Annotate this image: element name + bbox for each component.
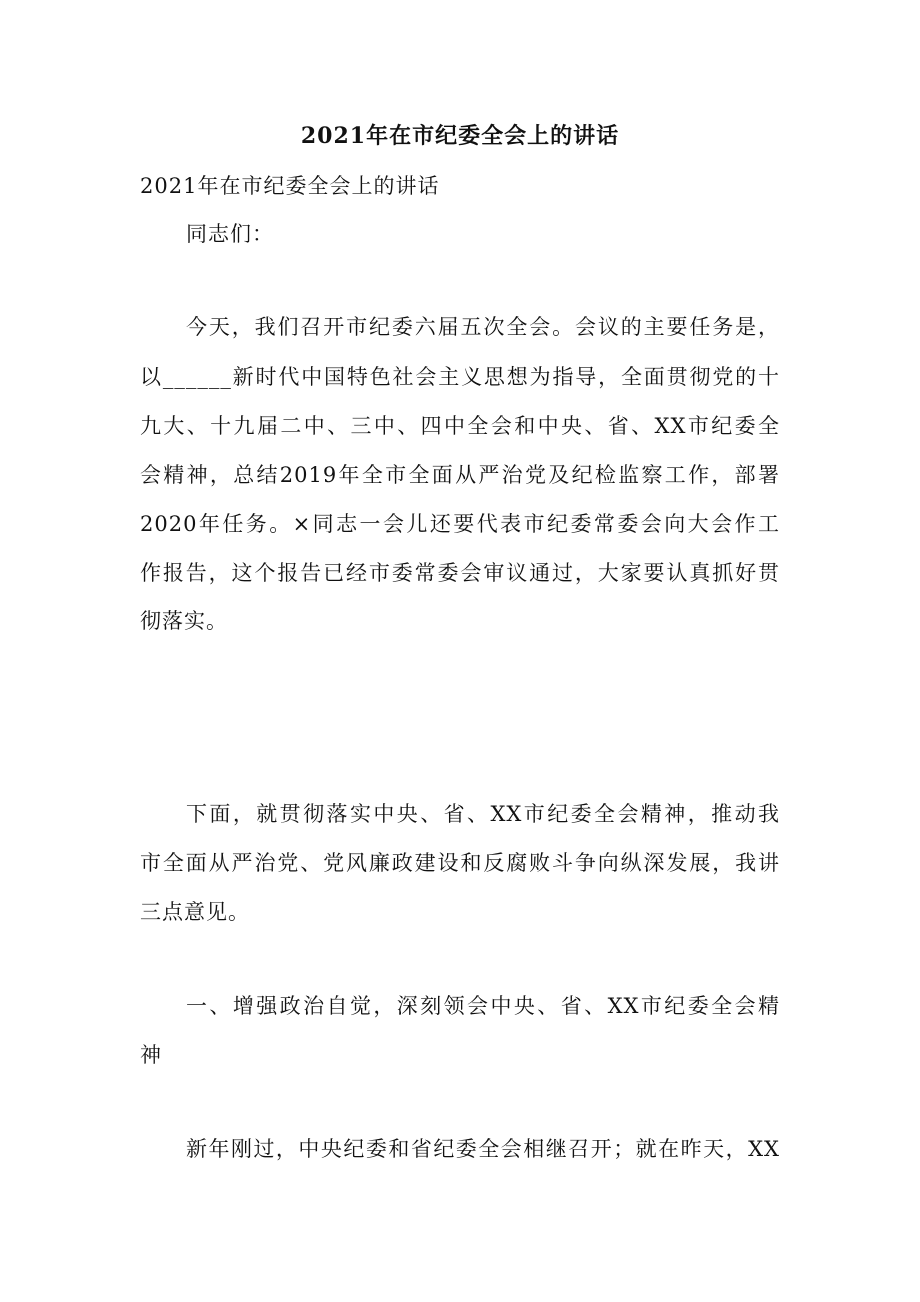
paragraph-1-line: 会精神，总结2019年全市全面从严治党及纪检监察工作，部署 bbox=[140, 463, 780, 487]
paragraph-1-line: 九大、十九届二中、三中、四中全会和中央、省、XX市纪委全 bbox=[140, 414, 780, 438]
salutation: 同志们： bbox=[186, 222, 274, 246]
document-title: 2021年在市纪委全会上的讲话 bbox=[300, 123, 620, 149]
paragraph-1-line: 2020年任务。×同志一会儿还要代表市纪委常委会向大会作工 bbox=[140, 512, 780, 536]
paragraph-3-line: 新年刚过，中央纪委和省纪委全会相继召开；就在昨天，XX bbox=[186, 1137, 780, 1161]
paragraph-1-line: 以______新时代中国特色社会主义思想为指导，全面贯彻党的十 bbox=[140, 365, 780, 389]
paragraph-2-line: 下面，就贯彻落实中央、省、XX市纪委全会精神，推动我 bbox=[186, 802, 780, 826]
paragraph-2-line: 三点意见。 bbox=[140, 900, 250, 924]
section-heading-line: 神 bbox=[140, 1043, 162, 1067]
section-heading-line: 一、增强政治自觉，深刻领会中央、省、XX市纪委全会精 bbox=[186, 994, 780, 1018]
paragraph-1-line: 今天，我们召开市纪委六届五次全会。会议的主要任务是， bbox=[186, 315, 780, 339]
paragraph-1-line: 彻落实。 bbox=[140, 609, 228, 633]
paragraph-1-line: 作报告，这个报告已经市委常委会审议通过，大家要认真抓好贯 bbox=[140, 561, 780, 585]
paragraph-2-line: 市全面从严治党、党风廉政建设和反腐败斗争向纵深发展，我讲 bbox=[140, 851, 780, 875]
document-subtitle: 2021年在市纪委全会上的讲话 bbox=[140, 174, 440, 198]
